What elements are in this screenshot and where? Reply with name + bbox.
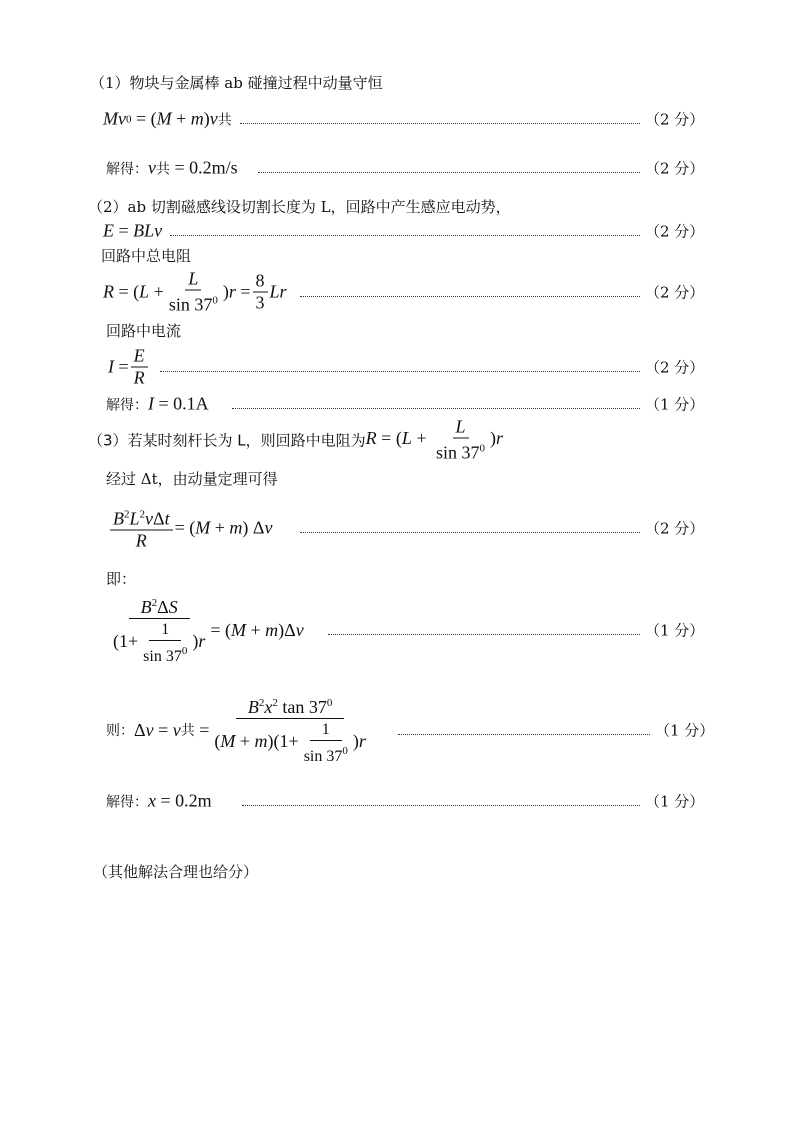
total-resistance-equation: R = ( L + $\frac{L}{\sin 37^0}$ ) r = $\frac{8}{3}$ Lr: [103, 268, 287, 315]
dot-leader: [300, 532, 640, 533]
current-title: 回路中电流: [106, 322, 182, 340]
displacement-result: 解得： x = 0.2m: [106, 790, 212, 811]
flux-area-equation: $B^2\Delta S$ (1+ $\frac{1}{\sin 37^0}$ )r = ( M + m )Δ v: [108, 593, 304, 667]
momentum-conservation-equation: Mv 0 = ( M + m ) v 共: [103, 108, 232, 129]
footer-note: （其他解法合理也给分）: [93, 863, 259, 881]
velocity-change-equation: 则： Δ v = v 共 = $B^2x^2$ $\tan 37^0$ (M + m)(1+ $\frac{1}{\sin 37^0}$ )r: [106, 693, 371, 767]
score: （2 分）: [645, 519, 705, 538]
common-velocity-result: 解得： v 共 = 0.2m/s: [106, 157, 238, 178]
dot-leader: [300, 296, 640, 297]
total-resistance-title: 回路中总电阻: [101, 247, 192, 265]
score: （1 分）: [645, 792, 705, 811]
resistance-formula: R = (L + $\frac{L}{\sin 37^0}$ )r: [365, 416, 504, 463]
part3-heading: [88, 417, 503, 464]
score: （2 分）: [645, 110, 705, 129]
score: （2 分）: [645, 222, 705, 241]
dot-leader: [398, 734, 650, 735]
ze-label: 则：: [106, 723, 134, 739]
score: （1 分）: [655, 721, 715, 740]
dot-leader: [328, 634, 640, 635]
jie-de-label: 解得：: [106, 161, 148, 177]
emf-equation: E = BLv: [103, 220, 163, 241]
dot-leader: [240, 123, 640, 124]
part1-heading: （1）物块与金属棒 ab 碰撞过程中动量守恒: [90, 74, 383, 92]
jie-de-label: 解得：: [106, 397, 148, 413]
score: （1 分）: [645, 395, 705, 414]
dot-leader: [160, 371, 640, 372]
current-result: 解得： I = 0.1A: [106, 393, 209, 414]
current-equation: I = $\frac{E}{R}$: [108, 346, 150, 389]
jie-de-label: 解得：: [106, 794, 148, 810]
momentum-theorem-equation: $\frac{B^2L^2v\Delta t}{R}$ = ( M + m ) Δ v: [108, 505, 273, 552]
score: （2 分）: [645, 358, 705, 377]
dot-leader: [258, 172, 640, 173]
score: （1 分）: [645, 621, 705, 640]
part2-heading: （2）ab 切割磁感线设切割长度为 L，回路中产生感应电动势，: [88, 198, 511, 216]
dot-leader: [242, 805, 640, 806]
score: （2 分）: [645, 283, 705, 302]
dot-leader: [170, 235, 640, 236]
ji-label: 即：: [106, 570, 137, 588]
dot-leader: [232, 408, 640, 409]
part3-heading-text: （3）若某时刻杆长为 L，则回路中电阻为: [88, 431, 366, 450]
after-dt-text: 经过 Δt，由动量定理可得: [106, 470, 278, 488]
score: （2 分）: [645, 159, 705, 178]
